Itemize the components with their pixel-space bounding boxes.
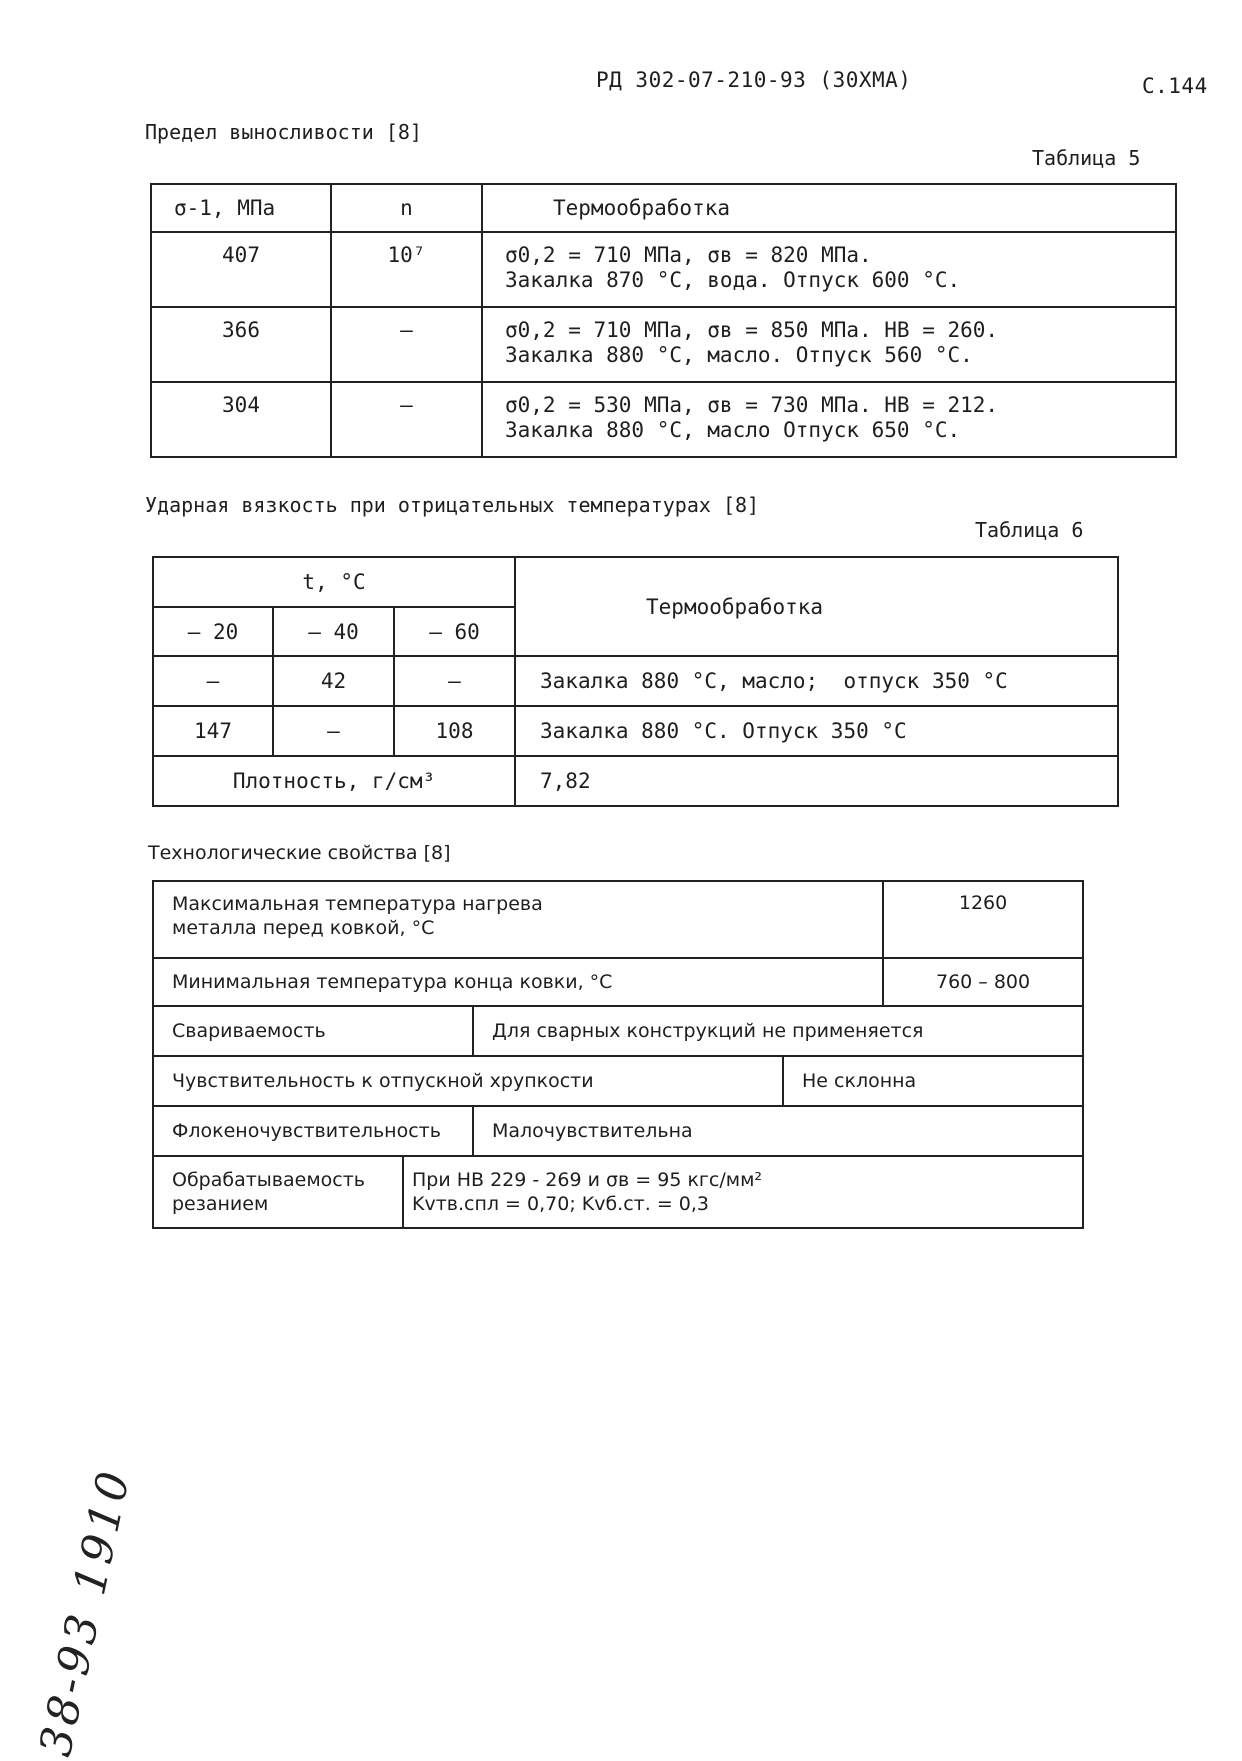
- impact-value: 108: [394, 706, 515, 756]
- sigma-value: 304: [151, 382, 331, 457]
- treatment-cell: [482, 232, 1176, 307]
- treatment-cell: Закалка 880 °С. Отпуск 350 °С: [515, 706, 1118, 756]
- machinability-value: При НВ 229 - 269 и σв = 95 кгс/мм² Kvтв.спл = 0,70; Kvб.ст. = 0,3: [403, 1156, 1083, 1228]
- header-treatment: Термообработка: [482, 184, 1176, 232]
- section-title-impact: Ударная вязкость при отрицательных температурах [8]: [145, 493, 760, 517]
- temp-minus-20: – 20: [153, 607, 273, 656]
- treatment-line: σ0,2 = 710 МПа, σв = 850 МПа. НВ = 260.: [505, 318, 999, 342]
- table-row: [153, 1056, 1083, 1106]
- document-code: РД 302-07-210-93 (30ХМА): [596, 68, 912, 92]
- table-row: [153, 706, 1118, 756]
- weldability-label: Свариваемость: [153, 1006, 473, 1056]
- table-row: [153, 756, 1118, 806]
- impact-value: 147: [153, 706, 273, 756]
- cycles-value: –: [331, 307, 482, 382]
- max-forging-temp-label: Максимальная температура нагрева металла перед ковкой, °С: [153, 881, 883, 958]
- impact-table: [152, 556, 1119, 807]
- min-forging-temp-label: Минимальная температура конца ковки, °С: [153, 958, 883, 1006]
- table-row: [151, 307, 1176, 382]
- treatment-header: Термообработка: [515, 557, 1118, 656]
- table-row: [153, 1106, 1083, 1156]
- table-row: [151, 232, 1176, 307]
- treatment-line: Закалка 870 °С, вода. Отпуск 600 °С.: [505, 268, 961, 292]
- table-row: [153, 881, 1083, 958]
- max-forging-temp-value: 1260: [883, 881, 1083, 958]
- cycles-value: –: [331, 382, 482, 457]
- impact-value: –: [273, 706, 394, 756]
- header-sigma: σ-1, МПа: [151, 184, 331, 232]
- page-number: С.144: [1142, 74, 1208, 98]
- density-value: 7,82: [515, 756, 1118, 806]
- weldability-value: Для сварных конструкций не применяется: [473, 1006, 1083, 1056]
- sigma-value: 366: [151, 307, 331, 382]
- cycles-value: 10⁷: [331, 232, 482, 307]
- min-forging-temp-value: 760 – 800: [883, 958, 1083, 1006]
- density-label: Плотность, г/см³: [153, 756, 515, 806]
- impact-value: 42: [273, 656, 394, 706]
- table-row: [153, 958, 1083, 1006]
- table5-label: Таблица 5: [1032, 146, 1141, 170]
- table6-label: Таблица 6: [975, 518, 1084, 542]
- treatment-line: Закалка 880 °С, масло Отпуск 650 °С.: [505, 418, 961, 442]
- impact-value: –: [153, 656, 273, 706]
- temperature-header: t, °С: [153, 557, 515, 607]
- handwritten-margin-note: 38-93 1910: [30, 1463, 141, 1761]
- tech-properties-table: [152, 880, 1084, 1229]
- treatment-line: σ0,2 = 710 МПа, σв = 820 МПа.: [505, 243, 872, 267]
- temp-minus-40: – 40: [273, 607, 394, 656]
- header-n: n: [331, 184, 482, 232]
- table-row: [153, 656, 1118, 706]
- treatment-line: Закалка 880 °С, масло. Отпуск 560 °С.: [505, 343, 973, 367]
- endurance-table: [150, 183, 1177, 458]
- section-title-technological: Технологические свойства [8]: [148, 842, 451, 864]
- temp-minus-60: – 60: [394, 607, 515, 656]
- treatment-cell: [482, 382, 1176, 457]
- impact-value: –: [394, 656, 515, 706]
- table-row: [151, 382, 1176, 457]
- temper-brittleness-label: Чувствительность к отпускной хрупкости: [153, 1056, 783, 1106]
- treatment-cell: Закалка 880 °С, масло; отпуск 350 °С: [515, 656, 1118, 706]
- machinability-label: Обрабатываемость резанием: [153, 1156, 403, 1228]
- table-row: [153, 1156, 1083, 1228]
- flake-sensitivity-label: Флокеночувствительность: [153, 1106, 473, 1156]
- section-title-endurance: Предел выносливости [8]: [145, 120, 422, 144]
- treatment-cell: [482, 307, 1176, 382]
- flake-sensitivity-value: Малочувствительна: [473, 1106, 1083, 1156]
- treatment-line: σ0,2 = 530 МПа, σв = 730 МПа. НВ = 212.: [505, 393, 999, 417]
- table-row: [153, 1006, 1083, 1056]
- sigma-value: 407: [151, 232, 331, 307]
- temper-brittleness-value: Не склонна: [783, 1056, 1083, 1106]
